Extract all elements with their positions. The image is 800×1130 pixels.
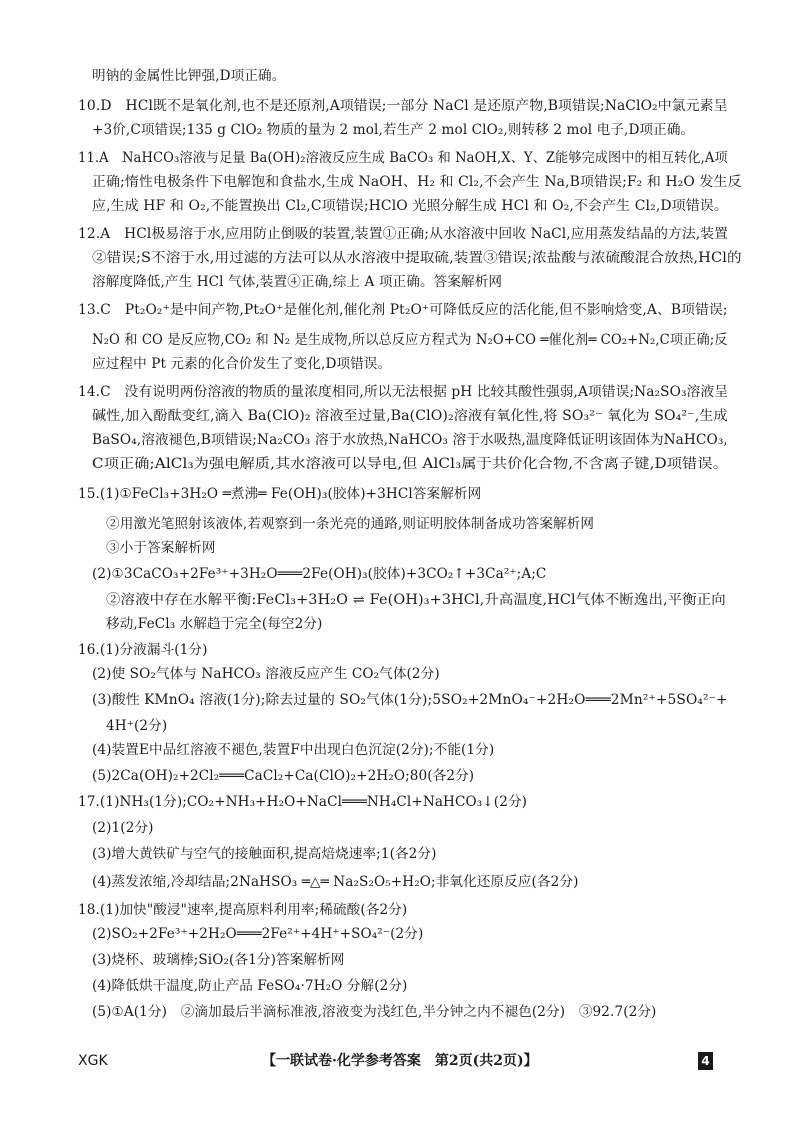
footer-title: 【一联试卷·化学参考答案 第2页(共2页)】	[262, 1053, 538, 1069]
answer-line: ②溶液中存在水解平衡:FeCl₃+3H₂O ⇌ Fe(OH)₃+3HCl,升高温度,HCl气体不断逸出,平衡正向	[106, 592, 726, 608]
answer-line: 明钠的金属性比钾强,D项正确。	[92, 68, 286, 84]
answer-line: 正确;惰性电极条件下电解饱和食盐水,生成 NaOH、H₂ 和 Cl₂,不会产生 Na,B项错误;F₂ 和 H₂O 发生反	[92, 174, 742, 190]
answer-line: 12.A HCl极易溶于水,应用防止倒吸的装置,装置①正确;从水溶液中回收 NaCl,应用蒸发结晶的方法,装置	[78, 226, 729, 242]
answer-line: +3价,C项错误;135 g ClO₂ 物质的量为 2 mol,若生产 2 mol ClO₂,则转移 2 mol 电子,D项正确。	[92, 122, 695, 138]
answer-line: 溶解度降低,产生 HCl 气体,装置④正确,综上 A 项正确。答案解析网	[92, 274, 503, 290]
answer-line: (5)①A(1分) ②滴加最后半滴标准液,溶液变为浅红色,半分钟之内不褪色(2分) ③92.7(2分)	[92, 1004, 657, 1020]
answer-line: C项正确;AlCl₃为强电解质,其水溶液可以导电,但 AlCl₃属于共价化合物,不含离子键,D项错误。	[92, 456, 728, 472]
page-number-badge: 4	[698, 1052, 713, 1070]
answer-line: (3)酸性 KMnO₄ 溶液(1分);除去过量的 SO₂气体(1分);5SO₂+2MnO₄⁻+2H₂O═══2Mn²⁺+5SO₄²⁻+	[92, 692, 728, 708]
answer-line: 移动,FeCl₃ 水解趋于完全(每空2分)	[106, 616, 323, 632]
answer-line: 碱性,加入酚酞变红,滴入 Ba(ClO)₂ 溶液至过量,Ba(ClO)₂溶液有氧化性,将 SO₃²⁻ 氧化为 SO₄²⁻,生成	[92, 408, 728, 424]
answer-line: 14.C 没有说明两份溶液的物质的量浓度相同,所以无法根据 pH 比较其酸性强弱,A项错误;Na₂SO₃溶液呈	[78, 384, 729, 400]
answer-line: (3)烧杯、玻璃棒;SiO₂(各1分)答案解析网	[92, 952, 345, 968]
answer-line: ②用激光笔照射该液体,若观察到一条光亮的通路,则证明胶体制备成功答案解析网	[106, 516, 595, 532]
answer-line: 4H⁺(2分)	[106, 718, 168, 734]
answer-line: (3)增大黄铁矿与空气的接触面积,提高焙烧速率;1(各2分)	[92, 846, 437, 862]
answer-line: (4)蒸发浓缩,冷却结晶;2NaHSO₃ ═△═ Na₂S₂O₅+H₂O;非氧化还原反应(各2分)	[92, 874, 579, 890]
answer-line: BaSO₄,溶液褪色,B项错误;Na₂CO₃ 溶于水放热,NaHCO₃ 溶于水吸热,温度降低证明该固体为NaHCO₃,	[92, 432, 728, 448]
answer-line: (5)2Ca(OH)₂+2Cl₂═══CaCl₂+Ca(ClO)₂+2H₂O;80(各2分)	[92, 768, 475, 784]
footer-code: XGK	[78, 1053, 108, 1069]
answer-line: 18.(1)加快"酸浸"速率,提高原料利用率;稀硫酸(各2分)	[78, 902, 408, 918]
answer-line: 应,生成 HF 和 O₂,不能置换出 Cl₂,C项错误;HClO 光照分解生成 HCl 和 O₂,不会产生 Cl₂,D项错误。	[92, 198, 728, 214]
answer-line: N₂O 和 CO 是反应物,CO₂ 和 N₂ 是生成物,所以总反应方程式为 N₂O+CO ═催化剂═ CO₂+N₂,C项正确;反	[92, 332, 728, 348]
answer-line: ②错误;S不溶于水,用过滤的方法可以从水溶液中提取硫,装置③错误;浓盐酸与浓硫酸混合放热,HCl的	[92, 250, 742, 266]
answer-line: 16.(1)分液漏斗(1分)	[78, 642, 208, 658]
answer-line: (2)1(2分)	[92, 820, 154, 836]
answer-line: 17.(1)NH₃(1分);CO₂+NH₃+H₂O+NaCl═══NH₄Cl+NaHCO₃↓(2分)	[78, 794, 528, 810]
answer-line: 15.(1)①FeCl₃+3H₂O ═煮沸═ Fe(OH)₃(胶体)+3HCl答案解析网	[78, 486, 482, 502]
answer-line: (4)装置E中品红溶液不褪色,装置F中出现白色沉淀(2分);不能(1分)	[92, 742, 495, 758]
answer-line: 13.C Pt₂O₂⁺是中间产物,Pt₂O⁺是催化剂,催化剂 Pt₂O⁺可降低反应的活化能,但不影响焓变,A、B项错误;	[78, 302, 728, 318]
answer-line: (4)降低烘干温度,防止产品 FeSO₄·7H₂O 分解(2分)	[92, 978, 408, 994]
answer-line: 应过程中 Pt 元素的化合价发生了变化,D项错误。	[92, 356, 392, 372]
answer-line: 11.A NaHCO₃溶液与足量 Ba(OH)₂溶液反应生成 BaCO₃ 和 NaOH,X、Y、Z能够完成图中的相互转化,A项	[78, 150, 728, 166]
answer-line: (2)SO₂+2Fe³⁺+2H₂O═══2Fe²⁺+4H⁺+SO₄²⁻(2分)	[92, 926, 424, 942]
answer-line: (2)使 SO₂气体与 NaHCO₃ 溶液反应产生 CO₂气体(2分)	[92, 666, 440, 682]
answer-line: ③小于答案解析网	[106, 540, 216, 556]
answer-line: 10.D HCl既不是氧化剂,也不是还原剂,A项错误;一部分 NaCl 是还原产物,B项错误;NaClO₂中氯元素呈	[78, 98, 728, 114]
answer-line: (2)①3CaCO₃+2Fe³⁺+3H₂O═══2Fe(OH)₃(胶体)+3CO₂↑+3Ca²⁺;A;C	[92, 566, 547, 582]
